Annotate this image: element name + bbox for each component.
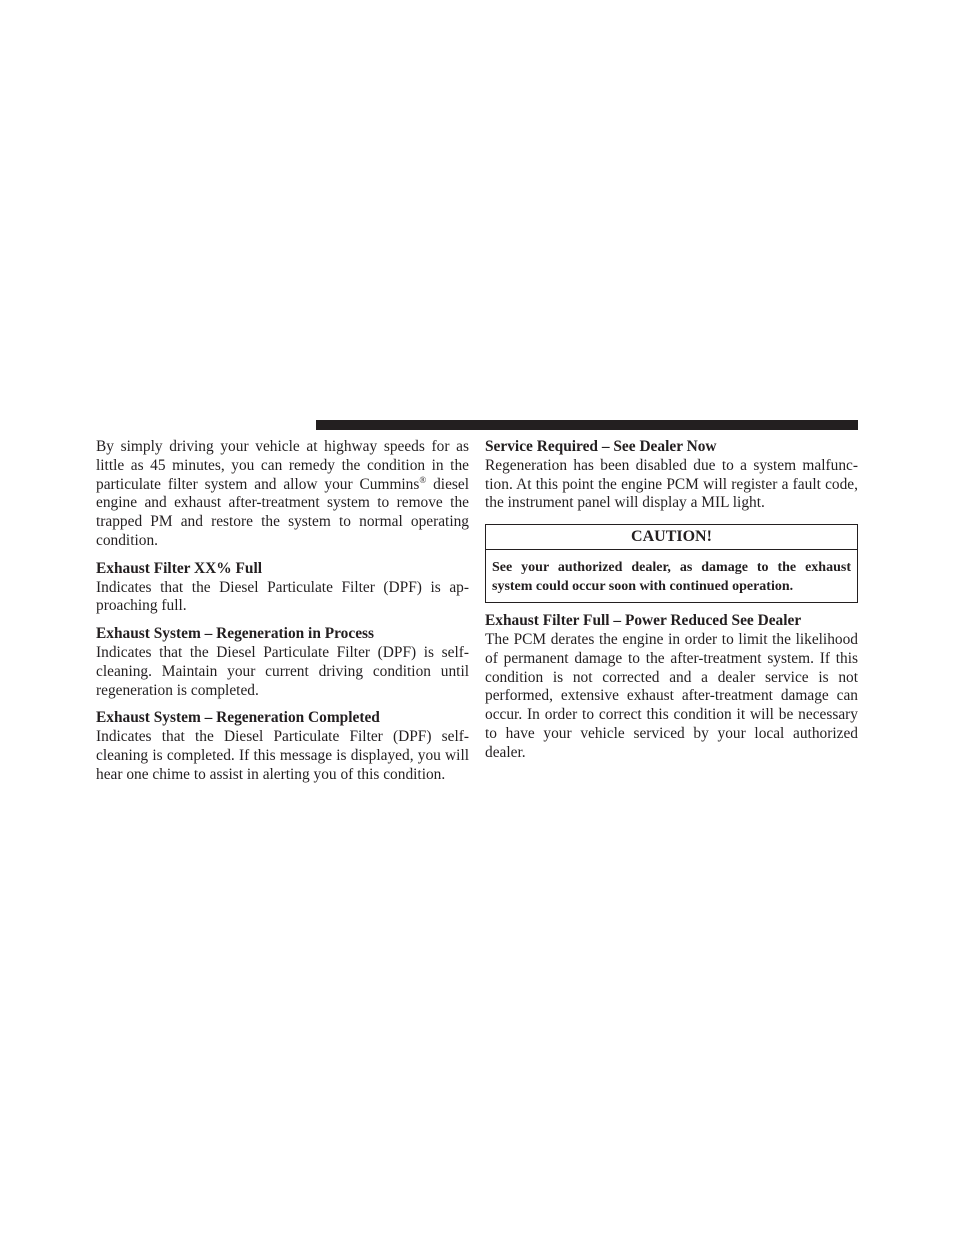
section-body: Indicates that the Diesel Particulate Filter (DPF) is approaching full. (96, 578, 469, 615)
section-filter-full (96, 560, 469, 616)
intro-text-end: diesel engine and exhaust after-treatment system to remove the trapped PM and restore the system to normal operating condition. (96, 475, 469, 549)
section-regen-completed (96, 709, 469, 784)
section-service-required (485, 438, 858, 513)
section-heading: Exhaust System – Regeneration Completed (96, 709, 380, 727)
caution-body: See your authorized dealer, as damage to the exhaust system could occur soon with continued operation. (492, 560, 851, 595)
intro-paragraph (96, 438, 469, 551)
section-body: Indicates that the Diesel Particulate Filter (DPF) is self-cleaning. Maintain your current driving condition until regeneration is completed. (96, 643, 469, 699)
section-body: Regeneration has been disabled due to a system malfunction. At this point the engine PCM will register a fault code, the instrument panel will display a MIL light. (485, 456, 858, 512)
caution-box (485, 524, 858, 603)
section-heading: Exhaust Filter XX% Full (96, 559, 263, 577)
section-power-reduced (485, 612, 858, 762)
caution-title: CAUTION! (486, 525, 857, 550)
section-heading: Exhaust System – Regeneration in Process (96, 625, 375, 643)
section-body: The PCM derates the engine in order to limit the likelihood of permanent damage to the after-treatment system. If this condition is not corrected and a dealer service is not performed, extensive exhaust after-treatment damage can occur. In order to correct this condition it will be necessary to have your vehicle serviced by your local authorized dealer. (485, 630, 858, 761)
section-heading: Service Required – See Dealer Now (485, 438, 717, 455)
registered-mark: ® (419, 474, 427, 485)
intro-text-start: By simply driving your vehicle at highway speeds for as little as 45 minutes, you can remedy the condition in the particulate filter system and allow your Cummins (96, 438, 469, 493)
right-column (485, 438, 858, 763)
section-heading: Exhaust Filter Full – Power Reduced See Dealer (485, 612, 802, 630)
left-column (96, 438, 469, 785)
section-body: Indicates that the Diesel Particulate Filter (DPF) self-cleaning is completed. If this message is displayed, you will hear one chime to assist in alerting you of this condition. (96, 728, 469, 783)
section-regen-in-process (96, 625, 469, 700)
header-rule (316, 420, 858, 430)
